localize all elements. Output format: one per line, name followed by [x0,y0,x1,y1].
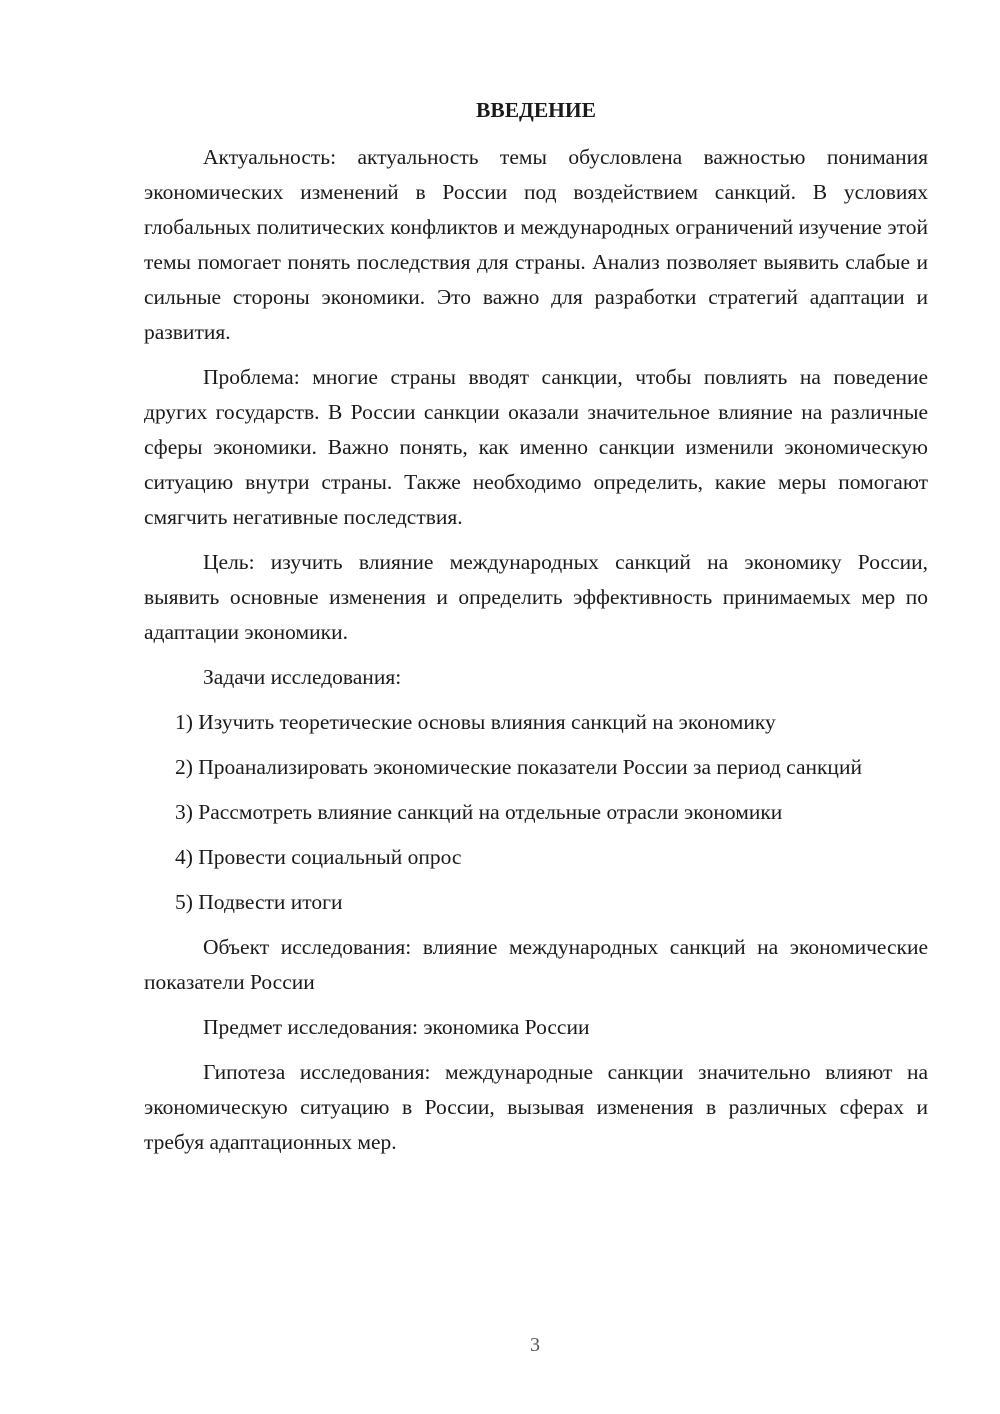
list-item: 2) Проанализировать экономические показатели России за период санкций [175,755,862,779]
list-item: 3) Рассмотреть влияние санкций на отдельные отрасли экономики [175,800,783,824]
relevance-paragraph: Актуальность: актуальность темы обусловлена важностью понимания экономических изменений в России под воздействием санкций. В условиях глобальных политических конфликтов и международных ограничений изучение этой темы помогает понять последствия для страны. Анализ позволяет выявить слабые и сильные стороны экономики. Это важно для разработки стратегий адаптации и развития. [144,145,928,344]
problem-paragraph: Проблема: многие страны вводят санкции, чтобы повлиять на поведение других государств. В России санкции оказали значительное влияние на различные сферы экономики. Важно понять, как именно санкции изменили экономическую ситуацию внутри страны. Также необходимо определить, какие меры помогают смягчить негативные последствия. [144,365,928,529]
list-item: 4) Провести социальный опрос [175,845,462,869]
tasks-heading: Задачи исследования: [203,665,402,689]
list-item: 5) Подвести итоги [175,890,343,914]
hypothesis-paragraph: Гипотеза исследования: международные санкции значительно влияют на экономическую ситуацию в России, вызывая изменения в различных сферах и требуя адаптационных мер. [144,1060,928,1154]
object-paragraph: Объект исследования: влияние международных санкций на экономические показатели России [144,935,928,994]
document-page [144,96,928,1170]
tasks-list [144,705,928,920]
subject-paragraph: Предмет исследования: экономика России [203,1015,590,1039]
page-number: 3 [530,1334,540,1356]
goal-paragraph: Цель: изучить влияние международных санкций на экономику России, выявить основные изменения и определить эффективность принимаемых мер по адаптации экономики. [144,550,928,644]
list-item: 1) Изучить теоретические основы влияния санкций на экономику [175,710,776,734]
document-title: ВВЕДЕНИЕ [476,98,596,122]
